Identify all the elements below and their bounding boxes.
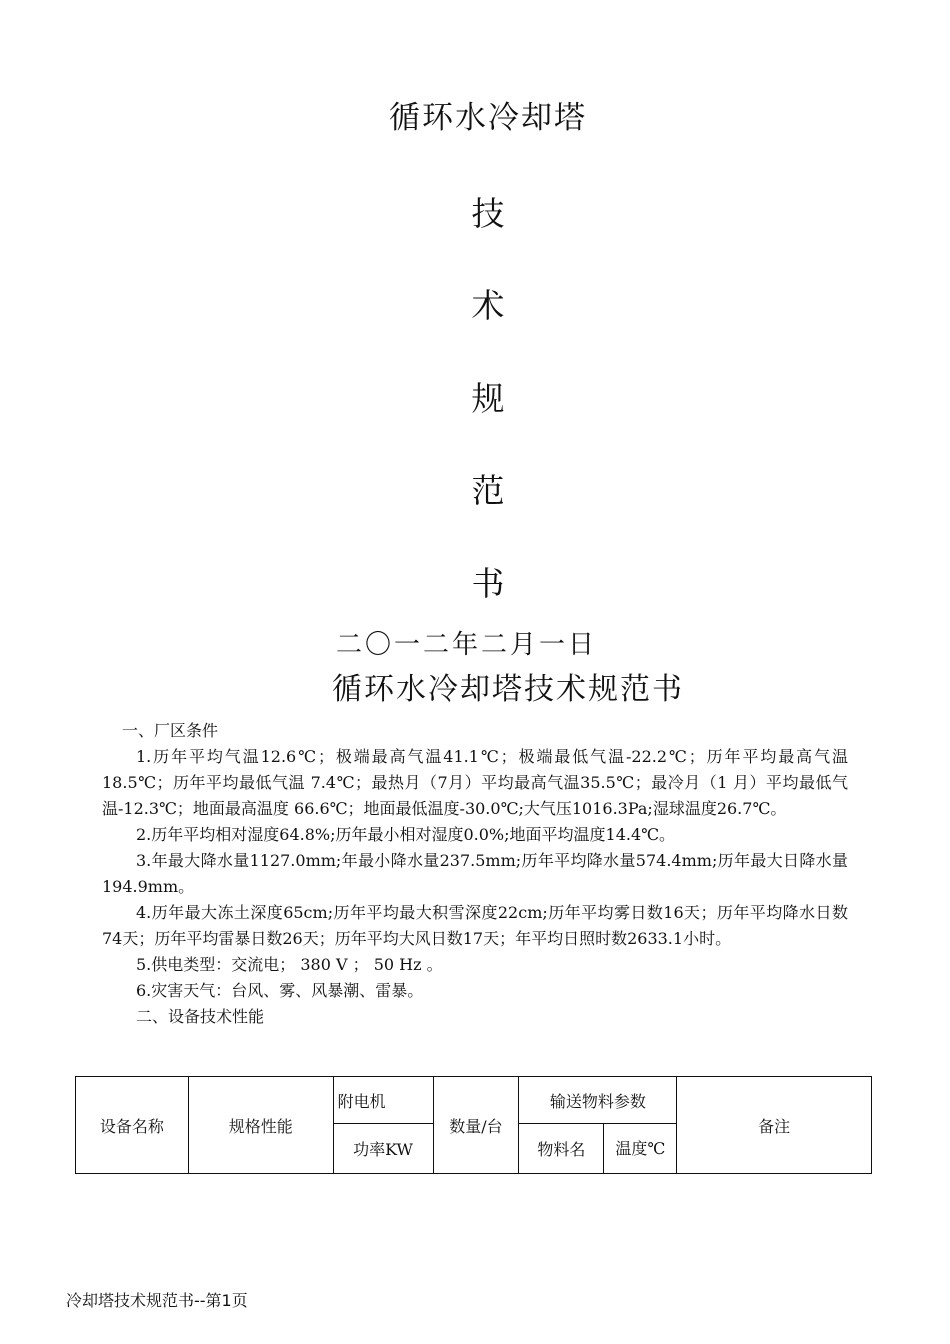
cover-vertical-char-2: 术: [471, 286, 505, 325]
cover-date: 二〇一二年二月一日: [336, 630, 598, 660]
cover-vertical-char-3: 规: [471, 379, 505, 418]
header-note: 备注: [677, 1077, 872, 1174]
header-spec: 规格性能: [188, 1077, 333, 1174]
equipment-spec-table: [75, 1076, 872, 1174]
condition-item-3: 3.年最大降水量1127.0mm;年最小降水量237.5mm;历年平均降水量574.4mm;历年最大日降水量194.9mm。: [102, 851, 848, 896]
document-body: [102, 718, 848, 1030]
cover-vertical-char-1: 技: [471, 194, 505, 233]
header-power: 功率KW: [333, 1124, 433, 1174]
header-temperature: 温度℃: [604, 1124, 677, 1174]
section-heading-site-conditions: 一、厂区条件: [122, 721, 219, 740]
cover-title: 循环水冷却塔: [389, 100, 587, 136]
condition-item-2: 2.历年平均相对湿度64.8%;历年最小相对湿度0.0%;地面平均温度14.4℃。: [136, 825, 676, 844]
header-material-name: 物料名: [519, 1124, 604, 1174]
cover-vertical-char-4: 范: [471, 471, 505, 510]
cover-vertical-char-5: 书: [471, 564, 505, 603]
condition-item-4: 4.历年最大冻土深度65cm;历年平均最大积雪深度22cm;历年平均雾日数16天；历年平均降水日数74天；历年平均雷暴日数26天；历年平均大风日数17天；年平均日照时数2633.1小时。: [102, 903, 848, 948]
header-quantity: 数量/台: [433, 1077, 519, 1174]
header-equipment-name: 设备名称: [76, 1077, 189, 1174]
document-title: 循环水冷却塔技术规范书: [332, 672, 684, 707]
page-footer: 冷却塔技术规范书--第1页: [66, 1291, 248, 1310]
condition-item-6: 6.灾害天气：台风、雾、风暴潮、雷暴。: [136, 981, 424, 1000]
header-material-params: 输送物料参数: [519, 1077, 677, 1124]
section-heading-equipment: 二、设备技术性能: [136, 1007, 265, 1026]
condition-item-5: 5.供电类型：交流电； 380 V ； 50 Hz 。: [136, 955, 443, 974]
header-motor: 附电机: [333, 1077, 433, 1124]
condition-item-1: 1.历年平均气温12.6℃；极端最高气温41.1℃；极端最低气温-22.2℃；历年平均最高气温18.5℃；历年平均最低气温 7.4℃；最热月（7月）平均最高气温35.5℃；最冷月（1 月）平均最低气温-12.3℃；地面最高温度 66.6℃；地面最低温度-30.0℃;大气压1016.3Pa;湿球温度26.7℃。: [102, 747, 848, 818]
